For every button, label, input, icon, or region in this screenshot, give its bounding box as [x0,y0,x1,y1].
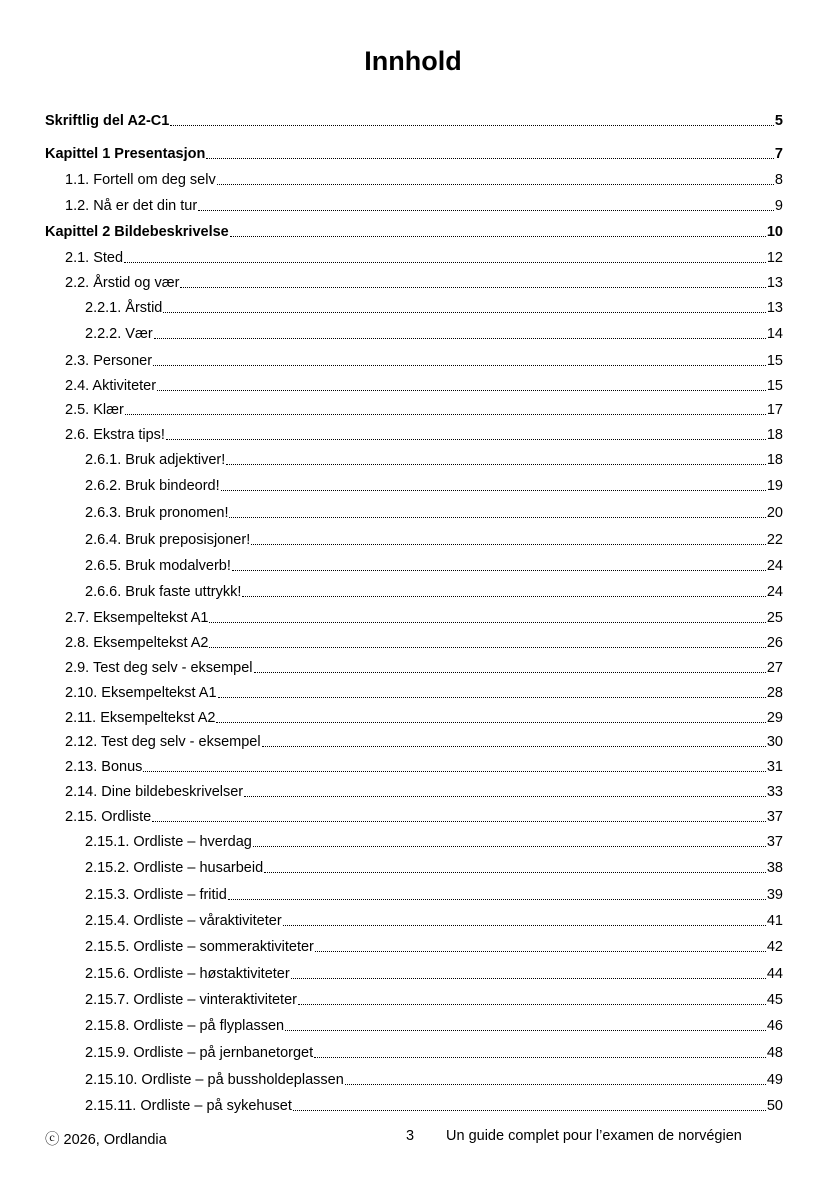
toc-entry[interactable] [0,1043,826,1063]
toc-entry[interactable] [0,170,826,190]
toc-entry[interactable] [0,503,826,523]
toc-leader-dots [170,125,774,126]
toc-entry-title: 2.15.2. Ordliste – husarbeid [85,860,264,876]
toc-leader-dots [264,872,766,873]
toc-leader-dots [253,846,766,847]
toc-leader-dots [198,210,774,211]
toc-entry-title: 2.15.8. Ordliste – på flyplassen [85,1018,285,1034]
toc-entry-page: 14 [766,326,783,342]
toc-entry[interactable] [0,298,826,318]
toc-entry-page: 46 [766,1018,783,1034]
toc-leader-dots [124,262,766,263]
toc-entry-page: 13 [766,275,783,291]
toc-leader-dots [244,796,766,797]
toc-entry[interactable] [0,425,826,445]
toc-leader-dots [228,899,766,900]
toc-entry[interactable] [0,1016,826,1036]
toc-leader-dots [230,236,766,237]
toc-leader-dots [293,1110,766,1111]
toc-entry-page: 15 [766,353,783,369]
toc-leader-dots [242,596,766,597]
footer-page-number: 3 [406,1128,415,1144]
footer-book-title: Un guide complet pour l’examen de norvégien [446,1128,742,1144]
toc-leader-dots [298,1004,766,1005]
toc-entry-page: 38 [766,860,783,876]
toc-leader-dots [226,464,766,465]
toc-entry-title: 2.6.3. Bruk pronomen! [85,505,229,521]
toc-entry-title: 2.6.6. Bruk faste uttrykk! [85,584,242,600]
toc-entry-title: 2.8. Eksempeltekst A2 [65,635,209,651]
toc-leader-dots [206,158,774,159]
toc-entry-title: 2.6.1. Bruk adjektiver! [85,452,226,468]
toc-entry-title: 2.6.5. Bruk modalverb! [85,558,231,574]
toc-leader-dots [166,439,766,440]
toc-entry-title: Kapittel 1 Presentasjon [45,146,206,162]
toc-entry[interactable] [0,858,826,878]
toc-entry-page: 31 [766,759,783,775]
toc-leader-dots [262,746,766,747]
toc-entry[interactable] [0,708,826,728]
toc-entry[interactable] [0,582,826,602]
toc-entry[interactable] [0,990,826,1010]
toc-leader-dots [314,1057,766,1058]
toc-entry-title: 2.15.7. Ordliste – vinteraktiviteter [85,992,297,1008]
toc-entry[interactable] [0,450,826,470]
toc-leader-dots [232,570,766,571]
toc-entry-page: 44 [766,966,783,982]
toc-entry-title: 2.3. Personer [65,353,153,369]
toc-entry[interactable] [0,351,826,371]
toc-entry[interactable] [0,732,826,752]
toc-entry[interactable] [0,273,826,293]
toc-entry-title: Kapittel 2 Bildebeskrivelse [45,224,229,240]
toc-entry-title: 2.13. Bonus [65,759,143,775]
toc-entry[interactable] [0,111,826,131]
toc-entry-title: 2.2. Årstid og vær [65,275,180,291]
toc-entry-page: 24 [766,558,783,574]
toc-entry-page: 15 [766,378,783,394]
toc-entry-title: 2.9. Test deg selv - eksempel [65,660,253,676]
toc-entry[interactable] [0,683,826,703]
toc-leader-dots [154,338,766,339]
toc-entry-page: 18 [766,452,783,468]
toc-entry-page: 19 [766,478,783,494]
toc-entry[interactable] [0,757,826,777]
toc-entry[interactable] [0,885,826,905]
toc-leader-dots [153,365,766,366]
toc-entry-title: 2.6. Ekstra tips! [65,427,165,443]
toc-entry-title: 2.10. Eksempeltekst A1 [65,685,217,701]
toc-entry-title: 2.15.3. Ordliste – fritid [85,887,227,903]
toc-entry-title: 2.6.4. Bruk preposisjoner! [85,532,251,548]
toc-leader-dots [291,978,766,979]
toc-entry[interactable] [0,248,826,268]
toc-leader-dots [209,647,765,648]
toc-entry-page: 25 [766,610,783,626]
toc-leader-dots [221,490,766,491]
toc-entry-page: 12 [766,250,783,266]
toc-entry-page: 45 [766,992,783,1008]
toc-entry-page: 17 [766,402,783,418]
toc-entry[interactable] [0,196,826,216]
toc-entry-page: 26 [766,635,783,651]
toc-entry-page: 10 [766,224,783,240]
toc-leader-dots [216,722,765,723]
toc-entry-title: 2.1. Sted [65,250,124,266]
toc-entry-page: 30 [766,734,783,750]
toc-entry-page: 24 [766,584,783,600]
toc-leader-dots [163,312,765,313]
toc-leader-dots [229,517,765,518]
toc-entry[interactable] [0,608,826,628]
toc-entry-title: 2.15.9. Ordliste – på jernbanetorget [85,1045,314,1061]
toc-entry[interactable] [0,376,826,396]
page-title: Innhold [364,46,462,76]
toc-entry[interactable] [0,937,826,957]
toc-entry-page: 13 [766,300,783,316]
toc-entry-page: 20 [766,505,783,521]
toc-entry-title: 2.15. Ordliste [65,809,152,825]
toc-entry[interactable] [0,832,826,852]
toc-entry-page: 9 [774,198,783,214]
toc-entry-page: 7 [774,146,783,162]
toc-entry-page: 48 [766,1045,783,1061]
toc-entry-title: 2.15.4. Ordliste – våraktiviteter [85,913,282,929]
toc-entry-title: 2.14. Dine bildebeskrivelser [65,784,244,800]
toc-entry-title: 1.2. Nå er det din tur [65,198,198,214]
toc-entry[interactable] [0,324,826,344]
toc-entry-page: 28 [766,685,783,701]
toc-entry-title: 2.7. Eksempeltekst A1 [65,610,209,626]
toc-entry-title: 2.15.10. Ordliste – på bussholdeplassen [85,1072,344,1088]
toc-leader-dots [157,390,766,391]
toc-leader-dots [285,1030,766,1031]
toc-entry[interactable] [0,530,826,550]
toc-entry-title: 2.6.2. Bruk bindeord! [85,478,220,494]
toc-entry-page: 33 [766,784,783,800]
toc-entry[interactable] [0,144,826,164]
toc-entry-title: 2.2.2. Vær [85,326,153,342]
toc-leader-dots [283,925,766,926]
toc-entry-page: 22 [766,532,783,548]
toc-entry-title: 2.5. Klær [65,402,124,418]
toc-leader-dots [217,184,774,185]
toc-leader-dots [125,414,766,415]
toc-entry-title: 1.1. Fortell om deg selv [65,172,216,188]
toc-entry-page: 27 [766,660,783,676]
toc-entry-title: Skriftlig del A2-C1 [45,113,170,129]
toc-entry-page: 29 [766,710,783,726]
toc-entry-title: 2.4. Aktiviteter [65,378,157,394]
toc-leader-dots [143,771,765,772]
toc-entry-page: 41 [766,913,783,929]
toc-entry[interactable] [0,476,826,496]
toc-entry-page: 49 [766,1072,783,1088]
toc-entry[interactable] [0,807,826,827]
toc-leader-dots [218,697,766,698]
toc-entry[interactable] [0,1096,826,1116]
toc-entry-page: 18 [766,427,783,443]
toc-entry-page: 8 [774,172,783,188]
toc-leader-dots [345,1084,766,1085]
toc-entry[interactable] [0,782,826,802]
toc-leader-dots [180,287,765,288]
toc-entry[interactable] [0,556,826,576]
toc-leader-dots [209,622,765,623]
toc-entry-title: 2.15.1. Ordliste – hverdag [85,834,252,850]
page-footer [0,1128,826,1148]
toc-entry-page: 5 [774,113,783,129]
toc-entry[interactable] [0,222,826,242]
toc-entry[interactable] [0,964,826,984]
footer-copyright: ⓒ 2026, Ordlandia [45,1132,167,1148]
toc-entry-page: 50 [766,1098,783,1114]
toc-entry-title: 2.15.11. Ordliste – på sykehuset [85,1098,292,1114]
toc-entry-page: 39 [766,887,783,903]
toc-entry-page: 42 [766,939,783,955]
toc-entry-title: 2.2.1. Årstid [85,300,163,316]
toc-leader-dots [251,544,766,545]
toc-entry[interactable] [0,1070,826,1090]
toc-entry-title: 2.15.6. Ordliste – høstaktiviteter [85,966,290,982]
toc-entry-page: 37 [766,809,783,825]
toc-leader-dots [152,821,766,822]
toc-entry[interactable] [0,400,826,420]
toc-entry[interactable] [0,911,826,931]
toc-entry-page: 37 [766,834,783,850]
toc-entry-title: 2.15.5. Ordliste – sommeraktiviteter [85,939,314,955]
toc-leader-dots [315,951,766,952]
toc-entry-title: 2.12. Test deg selv - eksempel [65,734,261,750]
toc-entry[interactable] [0,658,826,678]
toc-leader-dots [254,672,766,673]
toc-entry-title: 2.11. Eksempeltekst A2 [65,710,216,726]
toc-entry[interactable] [0,633,826,653]
